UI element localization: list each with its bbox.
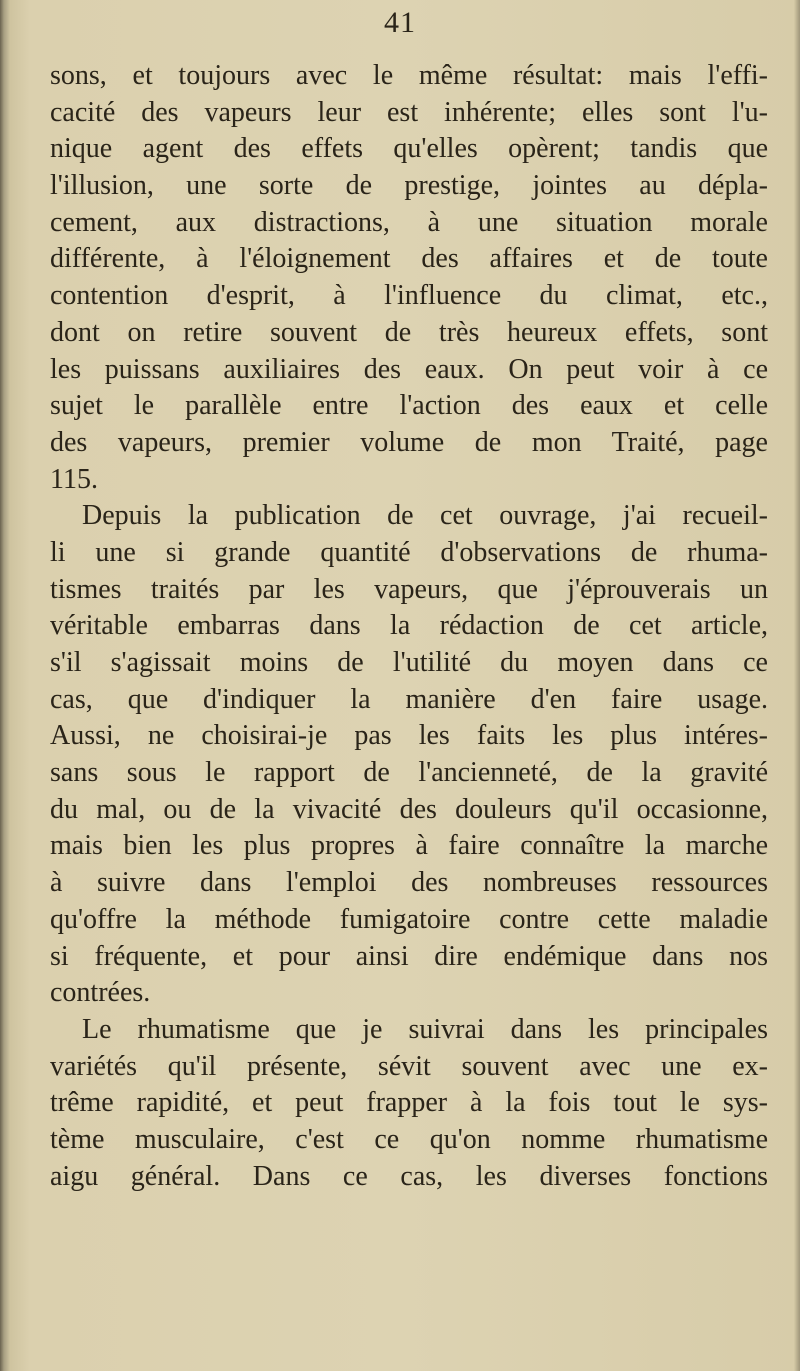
text-line: 115. [50,463,98,495]
text-line: mais bien les plus propres à faire connaître la marche [50,830,768,862]
text-line: à suivre dans l'emploi des nombreuses ressources [50,867,768,899]
text-line: si fréquente, et pour ainsi dire endémique dans nos [50,940,768,972]
text-line: contention d'esprit, à l'influence du climat, etc., [50,280,768,312]
page-outer-edge [794,0,800,1371]
text-line: sans sous le rapport de l'ancienneté, de la gravité [50,757,768,789]
text-line: qu'offre la méthode fumigatoire contre cette maladie [50,903,768,935]
text-line: tème musculaire, c'est ce qu'on nomme rhumatisme [50,1123,768,1155]
text-line: différente, à l'éloignement des affaires et de toute [50,243,768,275]
text-line: les puissans auxiliaires des eaux. On peut voir à ce [50,353,768,385]
text-line: variétés qu'il présente, sévit souvent avec une ex- [50,1050,768,1082]
text-line: sujet le parallèle entre l'action des eaux et celle [50,390,768,422]
text-line: Le rhumatisme que je suivrai dans les principales [82,1013,768,1045]
text-line: li une si grande quantité d'observations de rhuma- [50,536,768,568]
page-number: 41 [384,6,416,39]
text-line: dont on retire souvent de très heureux effets, sont [50,316,768,348]
text-line: sons, et toujours avec le même résultat: mais l'effi- [50,60,768,91]
text-line: Depuis la publication de cet ouvrage, j'ai recueil- [82,500,768,532]
text-line: trême rapidité, et peut frapper à la fois tout le sys- [50,1087,768,1119]
body-text [50,58,768,1195]
text-line: Aussi, ne choisirai-je pas les faits les plus intéres- [50,720,768,752]
text-line: cas, que d'indiquer la manière d'en faire usage. [50,683,768,715]
text-line: cacité des vapeurs leur est inhérente; elles sont l'u- [50,96,768,128]
text-line: du mal, ou de la vivacité des douleurs qu'il occasionne, [50,793,768,825]
text-line: s'il s'agissait moins de l'utilité du moyen dans ce [50,647,768,678]
text-line: des vapeurs, premier volume de mon Traité, page [50,426,768,458]
text-line: nique agent des effets qu'elles opèrent; tandis que [50,133,768,165]
text-line: cement, aux distractions, à une situation morale [50,206,768,238]
text-line: l'illusion, une sorte de prestige, jointes au dépla- [50,170,768,202]
text-line: véritable embarras dans la rédaction de cet article, [50,610,768,642]
text-line: contrées. [50,977,151,1009]
text-line: tismes traités par les vapeurs, que j'éprouverais un [50,573,768,605]
text-line: aigu général. Dans ce cas, les diverses fonctions [50,1160,768,1192]
page-binding-edge [0,0,10,1371]
